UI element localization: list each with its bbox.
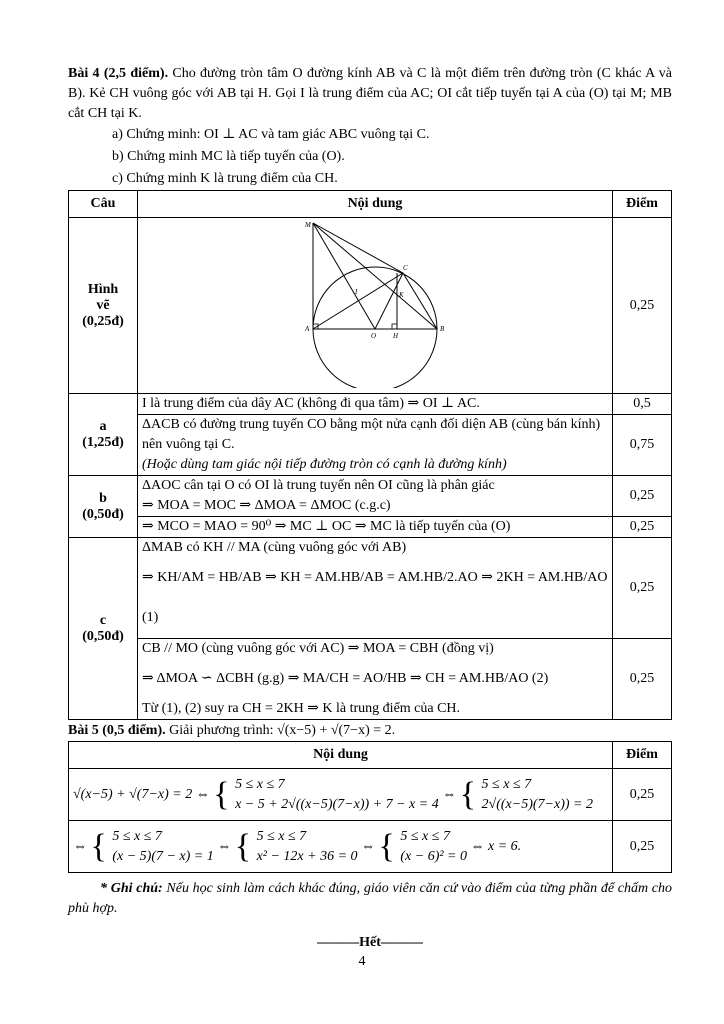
problem-4-title: Bài 4 (2,5 điểm). xyxy=(68,66,169,81)
p5-score-1: 0,25 xyxy=(613,769,672,821)
part-b-score-1: 0,25 xyxy=(613,476,672,517)
page-content xyxy=(68,64,672,951)
note-text: Nếu học sinh làm cách khác đúng, giáo viên căn cứ vào điểm của từng phần để chấm cho phù hợp. xyxy=(68,881,673,916)
part-c-eq-2: ⇒ ΔMOA ∽ ΔCBH (g.g) ⇒ MA/CH = AO/HB ⇒ CH = AM.HB/AO (2) xyxy=(142,671,549,686)
part-c-label: c xyxy=(99,612,107,628)
brace-icon: { xyxy=(378,827,395,865)
part-c-score-1: 0,25 xyxy=(613,538,672,639)
part-a-label-cell xyxy=(69,394,138,476)
problem-4-part-c: c) Chứng minh K là trung điểm của CH. xyxy=(112,171,338,186)
header-noi-dung: Nội dung xyxy=(138,191,613,218)
problem-5-title: Bài 5 (0,5 điểm). xyxy=(68,723,166,738)
problem-5-grading-table xyxy=(68,741,672,873)
point-M: M xyxy=(305,221,311,229)
figure-cell xyxy=(138,218,613,394)
p5-row1-system-2: 5 ≤ x ≤ 7 2√((x−5)(7−x)) = 2 xyxy=(481,776,593,812)
p5-row2-system-1: 5 ≤ x ≤ 7 (x − 5)(7 − x) = 1 xyxy=(112,828,214,864)
p5-row-1: √(x−5) + √(7−x) = 2 ⇔ { 5 ≤ x ≤ 7 x − 5 + 2√((x−5)(7−x)) + 7 − x = 4 ⇔ { 5 ≤ x ≤ 7 2√((x−5)(7−x)) = 2 xyxy=(69,769,613,821)
figure-label-1: Hình xyxy=(87,281,119,297)
p5-header-diem: Điểm xyxy=(613,742,672,769)
point-H: H xyxy=(393,332,399,340)
brace-icon: { xyxy=(234,827,252,865)
part-c-block-2 xyxy=(138,639,613,720)
part-c-line-2: CB // MO (cùng vuông góc với AC) ⇒ MOA = CBH (đồng vị) xyxy=(142,641,494,656)
problem-4-part-b: b) Chứng minh MC là tiếp tuyến của (O). xyxy=(112,149,345,164)
part-a-line-1: I là trung điểm của dây AC (không đi qua tâm) ⇒ OI ⊥ AC. xyxy=(138,394,613,415)
p5-row1-lhs: √(x−5) + √(7−x) = 2 ⇔ xyxy=(73,786,210,802)
part-b-line-1-cell xyxy=(138,476,613,517)
problem-5-statement xyxy=(68,721,672,741)
problem-4-grading-table xyxy=(68,190,672,720)
brace-icon: { xyxy=(213,775,230,813)
point-O: O xyxy=(371,332,377,340)
header-cau: Câu xyxy=(69,191,138,218)
part-a-line-2: ΔACB có đường trung tuyến CO bằng một nửa cạnh đối diện AB (cùng bán kính) nên vuông tại C. xyxy=(142,417,601,452)
page-number: 4 xyxy=(358,954,366,969)
part-b-label-cell xyxy=(69,476,138,538)
part-a-line-3: (Hoặc dùng tam giác nội tiếp đường tròn có cạnh là đường kính) xyxy=(142,457,507,472)
p5-row2-system-3: 5 ≤ x ≤ 7 (x − 6)² = 0 xyxy=(400,828,468,864)
end-marker: ———Hết——— xyxy=(317,935,423,950)
part-b-line-1: ΔAOC cân tại O có OI là trung tuyến nên OI cũng là phân giác xyxy=(142,478,495,493)
figure-score: 0,25 xyxy=(613,218,672,394)
point-K: K xyxy=(399,291,404,299)
header-diem: Điểm xyxy=(613,191,672,218)
part-a-score-2: 0,75 xyxy=(613,415,672,476)
figure-label-cell xyxy=(69,218,138,394)
part-b-line-3: ⇒ MCO = MAO = 90⁰ ⇒ MC ⊥ OC ⇒ MC là tiếp tuyến của (O) xyxy=(138,517,613,538)
part-c-label-cell xyxy=(69,538,138,720)
problem-5-text: Giải phương trình: √(x−5) + √(7−x) = 2. xyxy=(165,723,396,738)
figure-label-2: vẽ xyxy=(96,297,110,313)
p5-score-2: 0,25 xyxy=(613,821,672,873)
part-a-points: (1,25đ) xyxy=(82,434,124,450)
part-c-line-1: ΔMAB có KH // MA (cùng vuông góc với AB) xyxy=(142,540,407,555)
part-c-line-3: Từ (1), (2) suy ra CH = 2KH ⇒ K là trung điểm của CH. xyxy=(142,701,461,716)
p5-result: ⇔ x = 6. xyxy=(470,838,522,854)
part-c-score-2: 0,25 xyxy=(613,639,672,720)
part-c-points: (0,50đ) xyxy=(82,628,124,644)
problem-4-part-a: a) Chứng minh: OI ⊥ AC và tam giác ABC vuông tại C. xyxy=(112,127,430,142)
part-c-block-1 xyxy=(138,538,613,639)
brace-icon: { xyxy=(90,827,107,865)
point-I: I xyxy=(355,288,358,296)
p5-row-2: ⇔ { 5 ≤ x ≤ 7 (x − 5)(7 − x) = 1 ⇔ { 5 ≤ x ≤ 7 x² − 12x + 36 = 0 ⇔ { 5 ≤ x ≤ 7 (x − 6)² = 0 ⇔ x = 6. xyxy=(69,821,613,873)
problem-4-text: Cho đường tròn tâm O đường kính AB và C là một điểm trên đường tròn (C khác A và B). Kẻ CH vuông góc với AB tại H. Gọi I là trung điểm của AC; OI cắt tiếp tuyến tại A của (O) tại M; MB cắt CH tại K. xyxy=(68,66,673,121)
p5-row2-system-2: 5 ≤ x ≤ 7 x² − 12x + 36 = 0 xyxy=(256,828,358,864)
part-a-label: a xyxy=(99,418,107,434)
part-b-score-2: 0,25 xyxy=(613,517,672,538)
p5-row1-system-1: 5 ≤ x ≤ 7 x − 5 + 2√((x−5)(7−x)) + 7 − x = 4 xyxy=(235,776,439,812)
note-label: * Ghi chú: xyxy=(100,881,163,896)
p5-header-noi-dung: Nội dung xyxy=(69,742,613,769)
geometry-figure xyxy=(275,218,475,388)
part-c-eq-1: ⇒ KH/AM = HB/AB ⇒ KH = AM.HB/AB = AM.HB/2.AO ⇒ 2KH = AM.HB/AO (1) xyxy=(142,570,608,625)
problem-4-statement xyxy=(68,64,672,124)
part-b-points: (0,50đ) xyxy=(82,506,124,522)
part-a-score-1: 0,5 xyxy=(613,394,672,415)
point-B: B xyxy=(440,325,445,333)
brace-icon: { xyxy=(459,775,477,813)
part-b-label: b xyxy=(99,490,107,506)
part-a-line-2-cell xyxy=(138,415,613,476)
grading-note xyxy=(68,879,672,919)
part-b-line-2: ⇒ MOA = MOC ⇒ ΔMOA = ΔMOC (c.g.c) xyxy=(142,498,391,513)
figure-label-3: (0,25đ) xyxy=(82,313,124,329)
point-A: A xyxy=(305,325,310,333)
point-C: C xyxy=(403,264,408,272)
